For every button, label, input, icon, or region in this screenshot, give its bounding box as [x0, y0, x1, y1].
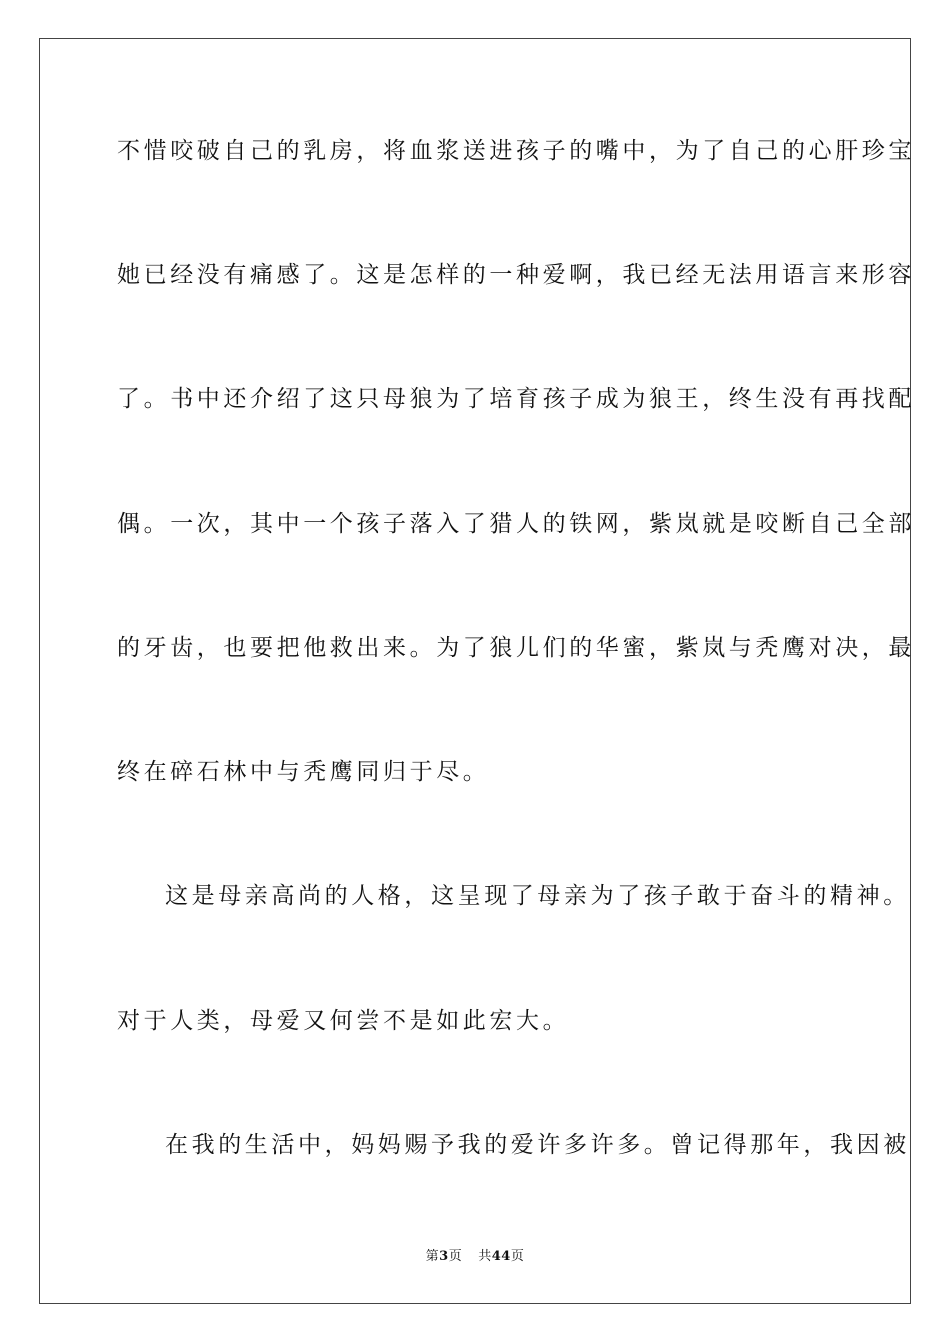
body-line-6: 终在碎石林中与秃鹰同归于尽。 [117, 759, 490, 785]
footer-total-prefix: 共 [478, 1249, 492, 1264]
body-line-9: 在我的生活中，妈妈赐予我的爱许多许多。曾记得那年，我因被 [165, 1132, 910, 1158]
page-border [39, 38, 915, 1304]
body-line-4: 偶。一次，其中一个孩子落入了猎人的铁网，紫岚就是咬断自己全部 [117, 511, 915, 537]
footer-page-number: 3 [439, 1249, 449, 1264]
footer-page-prefix: 第 [425, 1249, 440, 1264]
body-line-2: 她已经没有痛感了。这是怎样的一种爱啊，我已经无法用语言来形容 [117, 262, 915, 288]
body-line-1: 不惜咬破自己的乳房，将血浆送进孩子的嘴中，为了自己的心肝珍宝 [117, 138, 915, 164]
footer-total-pages: 44 [491, 1249, 511, 1264]
footer-total-suffix: 页 [510, 1249, 525, 1264]
body-line-8: 对于人类，母爱又何尝不是如此宏大。 [117, 1008, 570, 1034]
body-line-3: 了。书中还介绍了这只母狼为了培育孩子成为狼王，终生没有再找配 [117, 386, 915, 412]
body-line-7: 这是母亲高尚的人格，这呈现了母亲为了孩子敢于奋斗的精神。 [165, 883, 910, 909]
footer-page-suffix: 页 [448, 1249, 463, 1264]
body-line-5: 的牙齿，也要把他救出来。为了狼儿们的华蜜，紫岚与秃鹰对决，最 [117, 635, 915, 661]
page-footer [0, 1248, 950, 1266]
